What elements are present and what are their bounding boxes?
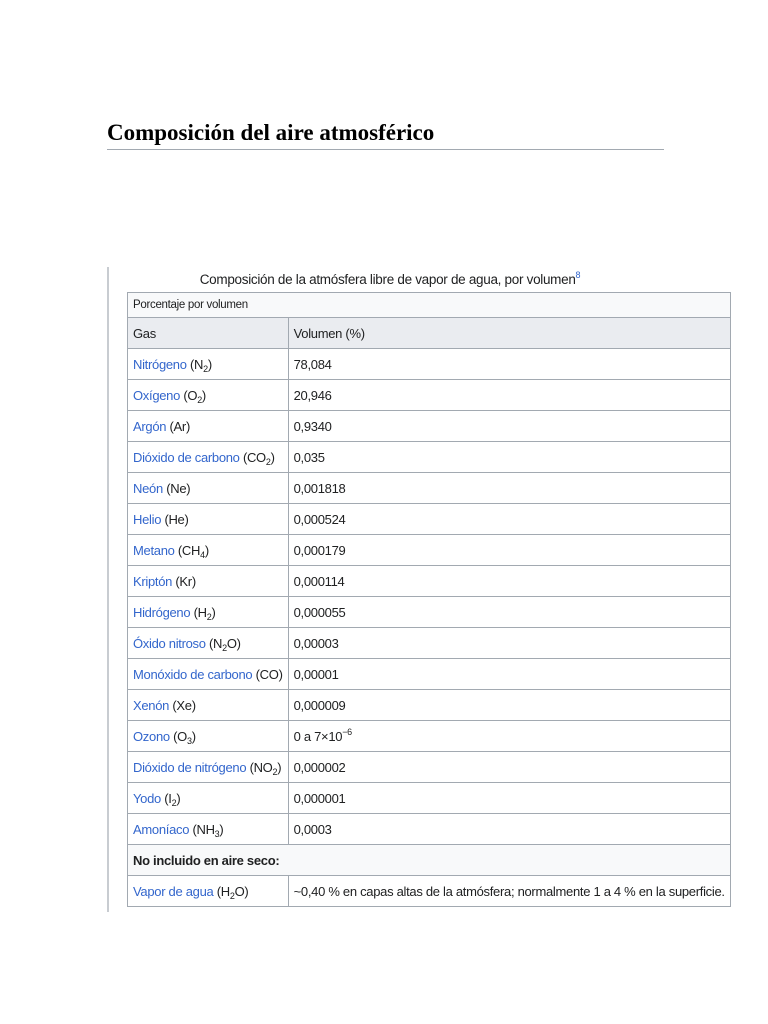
gas-cell — [128, 349, 289, 380]
gas-cell — [128, 783, 289, 814]
gas-cell — [128, 597, 289, 628]
volume-cell — [288, 442, 730, 473]
table-row — [128, 535, 731, 566]
table-row — [128, 442, 731, 473]
gas-name-link[interactable]: Amoníaco — [133, 821, 190, 837]
gas-formula: (H — [193, 604, 207, 620]
gas-formula: (Ne) — [166, 480, 191, 496]
table-row — [128, 876, 731, 907]
gas-formula-tail: ) — [219, 821, 224, 837]
table-row — [128, 380, 731, 411]
gas-formula: (Xe) — [172, 697, 196, 713]
gas-name-link[interactable]: Kriptón — [133, 573, 173, 589]
gas-formula-tail: ) — [201, 387, 206, 403]
gas-formula-tail: ) — [204, 542, 209, 558]
volume-value: 78,084 — [293, 356, 332, 372]
gas-name-link[interactable]: Xenón — [133, 697, 170, 713]
volume-cell — [288, 876, 730, 907]
gas-name-link[interactable]: Nitrógeno — [133, 356, 187, 372]
gas-name-link[interactable]: Dióxido de carbono — [133, 449, 240, 465]
formula-subscript: 3 — [186, 735, 192, 746]
formula-subscript: 2 — [206, 611, 212, 622]
gas-formula-tail: ) — [270, 449, 275, 465]
gas-name-link[interactable]: Óxido nitroso — [133, 635, 206, 651]
volume-cell — [288, 814, 730, 845]
gas-formula-tail: ) — [207, 356, 212, 372]
gas-name-link[interactable]: Argón — [133, 418, 167, 434]
volume-value: 0,035 — [293, 449, 325, 465]
caption-footnote-link[interactable]: 8 — [575, 270, 581, 280]
column-header-volume: Volumen (%) — [288, 318, 730, 349]
table-title-row — [128, 293, 731, 318]
gas-cell — [128, 535, 289, 566]
volume-value: 0,000009 — [293, 697, 346, 713]
volume-value: 20,946 — [293, 387, 332, 403]
caption-text: Composición de la atmósfera libre de vapor de agua, por volumen — [199, 272, 576, 287]
gas-cell — [128, 442, 289, 473]
table-row — [128, 349, 731, 380]
gas-composition-table — [127, 292, 731, 907]
gas-cell — [128, 659, 289, 690]
gas-name-link[interactable]: Metano — [133, 542, 175, 558]
volume-cell — [288, 783, 730, 814]
table-title: Porcentaje por volumen — [128, 293, 731, 318]
gas-formula: (CO) — [255, 666, 283, 682]
formula-subscript: 4 — [200, 549, 205, 560]
volume-cell — [288, 349, 730, 380]
table-row — [128, 504, 731, 535]
gas-cell — [128, 752, 289, 783]
gas-name-link[interactable]: Hidrógeno — [133, 604, 191, 620]
column-header-gas: Gas — [128, 318, 289, 349]
volume-value: 0,9340 — [293, 418, 332, 434]
gas-name-link[interactable]: Neón — [133, 480, 163, 496]
gas-name-link[interactable]: Ozono — [133, 728, 170, 744]
gas-formula-tail: O) — [226, 635, 241, 651]
section-label: No incluido en aire seco: — [128, 845, 731, 876]
gas-formula: (NO — [249, 759, 273, 775]
table-row — [128, 473, 731, 504]
volume-value: 0,000055 — [293, 604, 346, 620]
gas-name-link[interactable]: Oxígeno — [133, 387, 181, 403]
gas-cell — [128, 690, 289, 721]
table-header-row — [128, 318, 731, 349]
formula-subscript: 2 — [203, 363, 208, 374]
table-row — [128, 566, 731, 597]
gas-formula-tail: O) — [234, 883, 249, 899]
volume-cell — [288, 690, 730, 721]
volume-cell — [288, 504, 730, 535]
gas-name-link[interactable]: Monóxido de carbono — [133, 666, 253, 682]
volume-value: 0,00001 — [293, 666, 339, 682]
gas-name-link[interactable]: Yodo — [133, 790, 161, 806]
table-row — [128, 814, 731, 845]
volume-cell — [288, 628, 730, 659]
table-row — [128, 752, 731, 783]
formula-subscript: 3 — [214, 828, 220, 839]
gas-formula: (O — [183, 387, 198, 403]
volume-value: 0,000001 — [293, 790, 346, 806]
gas-formula-tail: ) — [176, 790, 181, 806]
volume-value: 0 a 7×10 — [293, 728, 343, 744]
table-caption — [128, 270, 652, 290]
gas-cell — [128, 814, 289, 845]
formula-subscript: 2 — [197, 394, 202, 405]
table-row — [128, 721, 731, 752]
volume-cell — [288, 380, 730, 411]
gas-formula-tail: ) — [191, 728, 196, 744]
volume-value: 0,001818 — [293, 480, 346, 496]
volume-value: 0,0003 — [293, 821, 332, 837]
gas-formula: (He) — [164, 511, 189, 527]
table-row — [128, 690, 731, 721]
volume-cell — [288, 597, 730, 628]
gas-cell — [128, 473, 289, 504]
gas-cell — [128, 504, 289, 535]
gas-cell — [128, 876, 289, 907]
formula-subscript: 2 — [222, 642, 227, 653]
gas-formula: (N — [209, 635, 223, 651]
gas-cell — [128, 411, 289, 442]
formula-subscript: 2 — [229, 890, 235, 901]
volume-value: 0,000179 — [293, 542, 346, 558]
volume-value: 0,000114 — [293, 573, 345, 589]
table-row — [128, 597, 731, 628]
quote-bar — [107, 267, 109, 912]
volume-value: 0,000524 — [293, 511, 346, 527]
volume-value: ~0,40 % en capas altas de la atmósfera; normalmente 1 a 4 % en la superficie. — [293, 883, 725, 899]
formula-subscript: 2 — [171, 797, 177, 808]
volume-value: 0,000002 — [293, 759, 346, 775]
formula-subscript: 2 — [265, 456, 271, 467]
table-row — [128, 628, 731, 659]
gas-formula: (I — [164, 790, 172, 806]
gas-formula: (H — [216, 883, 230, 899]
gas-formula: (NH — [192, 821, 215, 837]
volume-cell — [288, 659, 730, 690]
gas-name-link[interactable]: Dióxido de nitrógeno — [133, 759, 247, 775]
water-vapor-link[interactable]: Vapor de agua — [133, 883, 214, 899]
table-row — [128, 659, 731, 690]
volume-exponent: −6 — [342, 726, 352, 737]
gas-formula: (CO — [242, 449, 266, 465]
gas-name-link[interactable]: Helio — [133, 511, 162, 527]
gas-formula-tail: ) — [211, 604, 216, 620]
formula-subscript: 2 — [272, 766, 278, 777]
volume-cell — [288, 473, 730, 504]
volume-cell — [288, 752, 730, 783]
gas-formula: (N — [189, 356, 204, 372]
table-row — [128, 411, 731, 442]
volume-cell — [288, 566, 730, 597]
table-row — [128, 783, 731, 814]
page-title: Composición del aire atmosférico — [107, 119, 664, 150]
volume-cell — [288, 535, 730, 566]
volume-cell — [288, 721, 730, 752]
gas-cell — [128, 628, 289, 659]
volume-value: 0,00003 — [293, 635, 339, 651]
section-row — [128, 845, 731, 876]
gas-formula: (O — [173, 728, 187, 744]
gas-formula-tail: ) — [277, 759, 282, 775]
gas-formula: (Kr) — [175, 573, 196, 589]
gas-cell — [128, 721, 289, 752]
gas-cell — [128, 566, 289, 597]
gas-formula: (CH — [177, 542, 201, 558]
gas-formula: (Ar) — [169, 418, 190, 434]
volume-cell — [288, 411, 730, 442]
gas-cell — [128, 380, 289, 411]
